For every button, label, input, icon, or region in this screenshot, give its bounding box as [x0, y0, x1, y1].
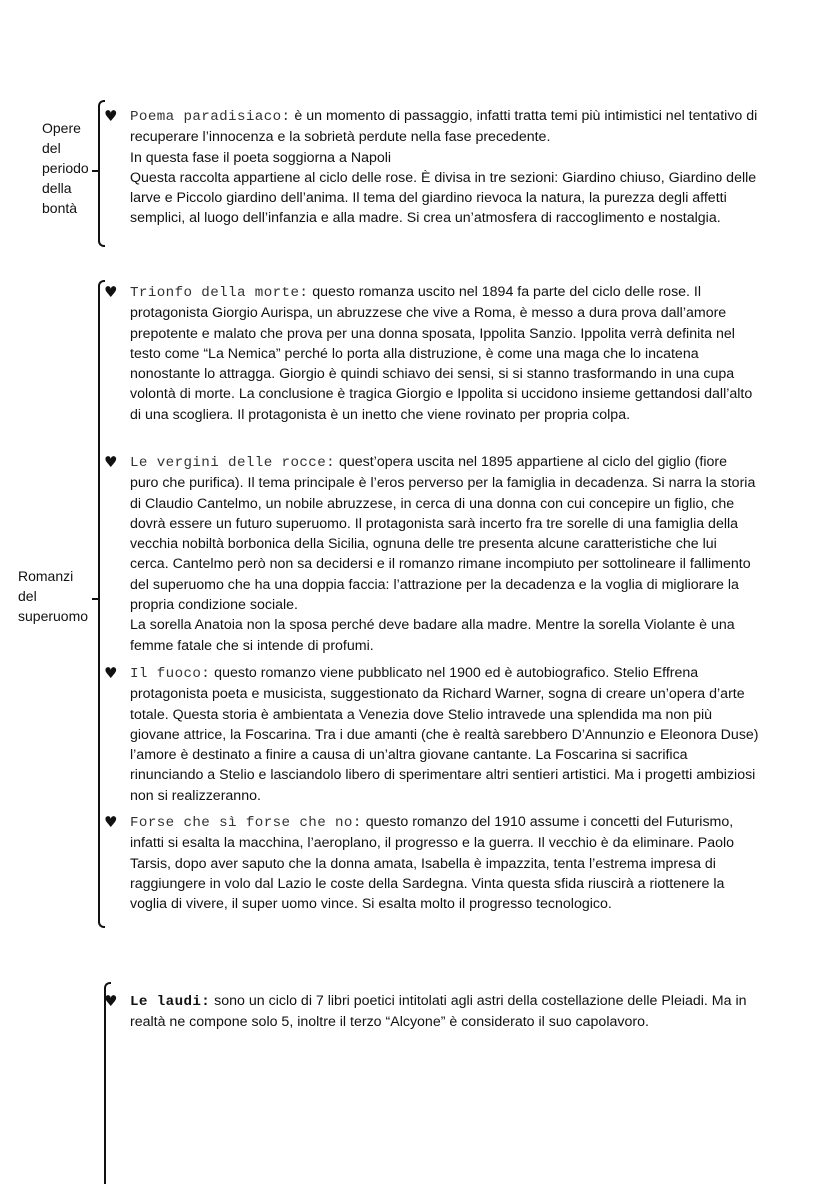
- heart-icon: ♥: [104, 283, 118, 301]
- bracket-tick-bonta: [92, 170, 98, 172]
- section-label-superuomo: Romanzi del superuomo: [18, 568, 89, 624]
- entry-text: è un momento di passaggio, infatti tratta temi più intimistici nel tentativo di recuperare l’innocenza e la sobrietà perdute nella fase precedente.: [130, 108, 758, 146]
- entry-poema-paradisiaco: [104, 106, 759, 229]
- heart-icon: ♥: [104, 453, 118, 471]
- entry-forse-che-si: [104, 812, 759, 914]
- entry-trionfo-della-morte: [104, 282, 759, 425]
- heart-icon: ♥: [104, 107, 118, 125]
- entry-title: Forse che sì forse che no:: [130, 815, 362, 831]
- entry-text: sono un ciclo di 7 libri poetici intitolati agli astri della costellazione delle Pleiadi. Ma in realtà ne compone solo 5, inoltre il terzo “Alcyone” è considerato il suo capolavoro.: [130, 993, 747, 1031]
- heart-icon: ♥: [104, 992, 118, 1010]
- entry-text: questo romanza uscito nel 1894 fa parte del ciclo delle rose. Il protagonista Giorgio Aurispa, un abruzzese che vive a Roma, è messo a dura prova dall’amore prepotente e malato che prova per una donna sposata, Ippolita Sanzio. Ippolita verrà definita nel testo come “La Nemica” perché lo porta alla distruzione, è come una maga che lo incatena nonostante lo attragga. Giorgio è quindi schiavo dei sensi, si si stanno trasformando in una cupa volontà di morte. La conclusione è tragica Giorgio e Ippolita si uccidono insieme gettandosi dall’alto di una scogliera. Il protagonista è un inetto che viene rovinato per propria colpa.: [130, 284, 753, 423]
- entry-il-fuoco: [104, 663, 759, 806]
- entry-text: questo romanzo viene pubblicato nel 1900 ed è autobiografico. Stelio Effrena protagonista poeta e musicista, suggestionato da Richard Warner, sogna di creare un’opera d’arte totale. Questa storia è ambientata a Venezia dove Stelio intravede una splendida ma non più giovane attrice, la Foscarina. Tra i due amanti (che è realtà sarebbero D’Annunzio e Eleonora Duse) l’amore è destinato a finire a causa di un’altra giovane cantante. La Foscarina si sacrifica rinunciando a Stelio e lasciandolo libero di sperimentare altri sentieri artistici. Ma i progetti ambiziosi non si realizzeranno.: [130, 665, 759, 804]
- entry-text: questo romanzo del 1910 assume i concetti del Futurismo, infatti si esalta la macchina, l’aeroplano, il progresso e la guerra. Il vecchio è da eliminare. Paolo Tarsis, dopo aver saputo che la donna amata, Isabella è impazzita, tenta l’estrema impresa di raggiungere in volo dal Lazio le coste della Sardegna. Vinta questa sfida riuscirà a riottenere la voglia di vivere, il super uomo vince. Si esalta molto il progresso tecnologico.: [130, 814, 735, 913]
- bracket-tick-superuomo: [92, 598, 98, 600]
- entry-extra: In questa fase il poeta soggiorna a Napoli: [130, 149, 392, 166]
- entry-extra: La sorella Anatoia non la sposa perché deve badare alla madre. Mentre la sorella Violante è una femme fatale che si intende di profumi.: [130, 617, 735, 654]
- entry-le-vergini-delle-rocce: [104, 452, 759, 656]
- entry-title: Poema paradisiaco:: [130, 109, 291, 125]
- entry-extra: Questa raccolta appartiene al ciclo delle rose. È divisa in tre sezioni: Giardino chiuso, Giardino delle larve e Piccolo giardino dell’anima. Il tema del giardino rievoca la natura, la purezza degli affetti semplici, al luogo dell’infanzia e alla madre. Si crea un’atmosfera di raccoglimento e nostalgia.: [130, 169, 757, 227]
- heart-icon: ♥: [104, 813, 118, 831]
- entry-title: Trionfo della morte:: [130, 285, 309, 301]
- entry-title: Il fuoco:: [130, 666, 211, 682]
- entry-text: quest’opera uscita nel 1895 appartiene al ciclo del giglio (fiore puro che purifica). Il tema principale è l’eros perverso per la famiglia in decadenza. Si narra la storia di Claudio Cantelmo, un nobile abruzzese, in cerca di una donna con cui concepire un figlio, che dovrà essere un futuro superuomo. Il protagonista sarà incerto fra tre sorelle di una famiglia della vecchia nobiltà borbonica della Sicilia, ognuna delle tre presenta alcune caratteristiche che lui cerca. Cantelmo però non sa decidersi e il romanzo rimane incompiuto per sottolineare il fallimento del superuomo che ha una doppia faccia: l’attrazione per la decadenza e la voglia di migliorare la propria condizione sociale.: [130, 454, 756, 614]
- section-label-bonta: Opere del periodo della bontà: [42, 120, 89, 216]
- entry-le-laudi: [104, 991, 759, 1033]
- entry-title: Le vergini delle rocce:: [130, 455, 336, 471]
- heart-icon: ♥: [104, 664, 118, 682]
- entry-title: Le laudi:: [130, 994, 211, 1010]
